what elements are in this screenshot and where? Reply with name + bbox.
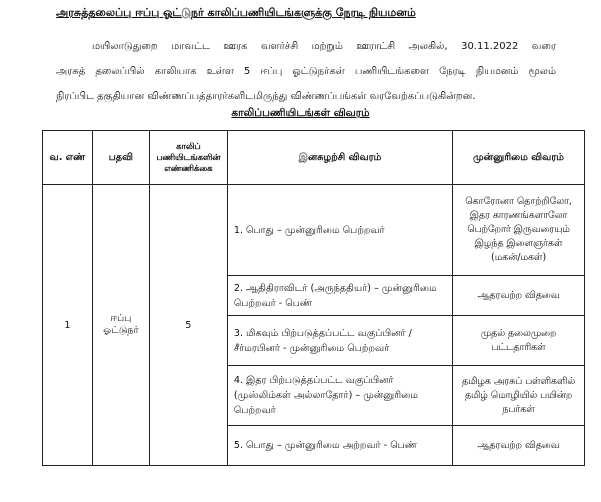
cell-priority: ஆதரவற்ற விதவை bbox=[453, 426, 585, 466]
cell-rotation: 1. பொது – முன்னுரிமை பெற்றவர் bbox=[227, 185, 452, 276]
cell-vacancies: 5 bbox=[149, 185, 227, 466]
intro-line: மயிலாடுதுறை மாவட்ட ஊரக வளர்ச்சி மற்றும் ஊராட்சி அலகில், 30.11.2022 வரை bbox=[92, 41, 556, 52]
header-rotation: இனசுழற்சி விவரம் bbox=[227, 131, 452, 185]
table-title: காலிப்பணியிடங்கள் விவரம் bbox=[231, 107, 370, 119]
intro-line: அரசுத் தலைப்பில் காலியாக உள்ள 5 ஈப்பு ஓட்டுநர்கள் பணியிடங்களை நேரடி நியமனம் மூலம் bbox=[56, 66, 556, 77]
cell-priority: தமிழக அரசுப் பள்ளிகளில் தமிழ் மொழியில் பயின்ற நபர்கள் bbox=[453, 366, 585, 426]
cell-sno: 1 bbox=[43, 185, 93, 466]
header-sno: வ. எண் bbox=[43, 131, 93, 185]
intro-line: நிரப்பிட தகுதியான விண்ணப்பத்தாரர்களிடமிருந்து விண்ணப்பங்கள் வரவேற்கப்படுகின்றன. bbox=[56, 91, 476, 102]
table-row bbox=[43, 185, 585, 276]
cell-priority: கொரோனா தொற்றிலோ, இதர காரணங்களாலோ பெற்றோர் இருவரையும் இழந்த இளைஞர்கள் (மகன்/மகள்) bbox=[453, 185, 585, 276]
intro-paragraph bbox=[56, 34, 556, 109]
cell-priority: ஆதரவற்ற விதவை bbox=[453, 276, 585, 316]
header-post: பதவி bbox=[92, 131, 149, 185]
cell-rotation: 5. பொது – முன்னுரிமை அற்றவர் - பெண் bbox=[227, 426, 452, 466]
table-header-row bbox=[43, 131, 585, 185]
cell-priority: முதல் தலைமுறை பட்டதாரிகள் bbox=[453, 316, 585, 366]
header-vacancies: காலிப் பணியிடங்களின் எண்ணிக்கை bbox=[149, 131, 227, 185]
vacancy-table bbox=[42, 130, 585, 466]
cell-rotation: 2. ஆதிதிராவிடர் (அருந்ததியர்) – முன்னுரிமை பெற்றவர் - பெண் bbox=[227, 276, 452, 316]
cell-rotation: 3. மிகவும் பிற்படுத்தப்பட்ட வகுப்பினர் / சீர்மரபினர் - முன்னுரிமை பெற்றவர் bbox=[227, 316, 452, 366]
cell-post: ஈப்பு ஓட்டுநர் bbox=[92, 185, 149, 466]
cell-rotation: 4. இதர பிற்படுத்தப்பட்ட வகுப்பினர் (முஸ்லிம்கள் அல்லாதோர்) – முன்னுரிமை பெற்றவர் bbox=[227, 366, 452, 426]
page-title: அரசுத்தலைப்பு ஈப்பு ஓட்டுநர் காலிப்பணியிடங்களுக்கு நேரடி நியமனம் bbox=[56, 6, 416, 19]
header-priority: முன்னுரிமை விவரம் bbox=[453, 131, 585, 185]
